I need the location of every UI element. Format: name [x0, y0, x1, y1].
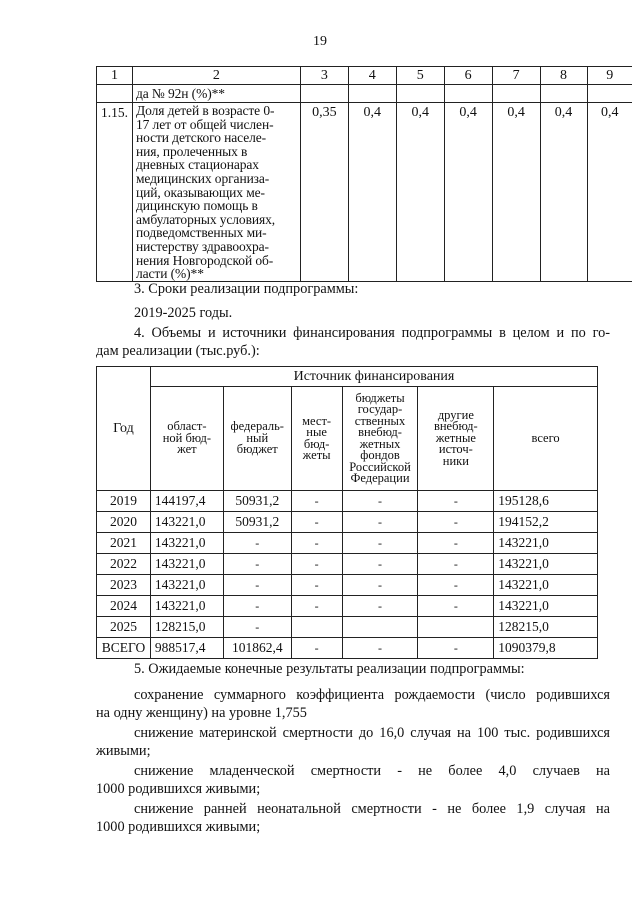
funding-row-total — [97, 638, 598, 659]
empty-cell — [348, 85, 396, 103]
funding-row — [97, 596, 598, 617]
total-cell: 143221,0 — [494, 533, 598, 554]
funds-cell: - — [342, 533, 418, 554]
empty-cell — [396, 85, 444, 103]
other-cell: - — [418, 575, 494, 596]
value-cell: 0,4 — [444, 103, 492, 282]
other-cell: - — [418, 533, 494, 554]
empty-cell — [444, 85, 492, 103]
local-cell: - — [291, 533, 342, 554]
empty-cell — [492, 85, 540, 103]
total-cell: 1090379,8 — [494, 638, 598, 659]
regional-cell: 144197,4 — [150, 491, 223, 512]
text-line: ласти (%)** — [135, 266, 204, 282]
local-cell — [291, 617, 342, 638]
col-regional-header — [150, 387, 223, 491]
result-4-line1: снижение ранней неонатальной смертности - не более 1,9 случая на — [134, 801, 610, 817]
local-cell: - — [291, 638, 342, 659]
col-local-header — [291, 387, 342, 491]
indicator-description — [132, 103, 300, 282]
header-cell: 8 — [540, 67, 587, 85]
total-cell: 143221,0 — [494, 596, 598, 617]
result-3-line2: 1000 родившихся живыми; — [96, 781, 261, 797]
funds-cell: - — [342, 491, 418, 512]
text-line: ники — [442, 453, 469, 468]
result-2-line1: снижение материнской смертности до 16,0 случая на 100 тыс. родившихся — [134, 725, 610, 741]
total-cell: 143221,0 — [494, 554, 598, 575]
text-line: Российской — [349, 459, 411, 474]
regional-cell: 143221,0 — [150, 533, 223, 554]
funds-cell — [342, 617, 418, 638]
indicator-row-1-15 — [97, 103, 633, 282]
result-2-line2: живыми; — [96, 743, 151, 759]
text-line: амбулаторных условиях, — [135, 211, 276, 227]
col-funds-header — [342, 387, 418, 491]
text-line: област- — [167, 419, 207, 434]
text-line: внебюд- — [433, 419, 478, 434]
year-header: Год — [97, 367, 151, 491]
other-cell: - — [418, 638, 494, 659]
regional-cell: 143221,0 — [150, 575, 223, 596]
funding-row — [97, 617, 598, 638]
federal-cell: - — [223, 533, 291, 554]
federal-cell: - — [223, 596, 291, 617]
other-cell: - — [418, 596, 494, 617]
federal-cell: 50931,2 — [223, 512, 291, 533]
indicators-table — [96, 66, 632, 282]
text-line: Доля детей в возрасте 0- — [135, 103, 275, 118]
text-line: медицинских организа- — [135, 170, 270, 186]
col-federal-header — [223, 387, 291, 491]
funding-table — [96, 366, 598, 659]
other-cell — [418, 617, 494, 638]
year-cell: 2022 — [97, 554, 151, 575]
year-cell: ВСЕГО — [97, 638, 151, 659]
other-cell: - — [418, 512, 494, 533]
text-line: дицинскую помощь в — [135, 198, 258, 214]
text-line: жетные — [435, 430, 476, 445]
year-cell: 2025 — [97, 617, 151, 638]
federal-cell: 101862,4 — [223, 638, 291, 659]
text-line: внебюд- — [358, 425, 402, 439]
continued-row — [97, 85, 633, 103]
year-cell: 2019 — [97, 491, 151, 512]
empty-cell — [300, 85, 348, 103]
federal-cell: - — [223, 575, 291, 596]
section3-text: 2019-2025 годы. — [134, 305, 233, 321]
continued-row-text: да № 92н (%)** — [132, 85, 300, 103]
text-line: ной бюд- — [162, 430, 212, 445]
header-cell: 2 — [132, 67, 300, 85]
empty-cell — [587, 85, 632, 103]
funding-row — [97, 491, 598, 512]
funding-header-row — [97, 367, 598, 387]
year-cell: 2021 — [97, 533, 151, 554]
text-line: источ- — [438, 442, 473, 457]
section4-heading-line1: 4. Объемы и источники финансирования подпрограммы в целом и по го- — [134, 325, 610, 341]
empty-cell — [540, 85, 587, 103]
col-total-header — [494, 387, 598, 491]
result-1-line1: сохранение суммарного коэффициента рождаемости (число родившихся — [134, 687, 610, 703]
header-cell: 7 — [492, 67, 540, 85]
other-cell: - — [418, 491, 494, 512]
federal-cell: 50931,2 — [223, 491, 291, 512]
indicators-header-row — [97, 67, 633, 85]
other-cell: - — [418, 554, 494, 575]
funding-row — [97, 554, 598, 575]
row-number: 1.15. — [97, 103, 133, 282]
result-3-line1: снижение младенческой смертности - не более 4,0 случаев на — [134, 763, 610, 779]
local-cell: - — [291, 596, 342, 617]
text-line: ности детского населе- — [135, 130, 267, 146]
text-line: бюд- — [303, 436, 330, 451]
year-cell: 2024 — [97, 596, 151, 617]
section4-heading-line2: дам реализации (тыс.руб.): — [96, 343, 260, 359]
regional-cell: 143221,0 — [150, 554, 223, 575]
result-1-line2: на одну женщину) на уровне 1,755 — [96, 705, 307, 721]
header-cell: 1 — [97, 67, 133, 85]
text-line: федераль- — [230, 419, 284, 434]
text-line: ния, пролеченных в — [135, 143, 248, 159]
value-cell: 0,4 — [348, 103, 396, 282]
federal-cell: - — [223, 554, 291, 575]
text-line: нения Новгородской об- — [135, 252, 274, 268]
total-cell: 128215,0 — [494, 617, 598, 638]
text-line: бюджет — [236, 442, 278, 457]
text-line: жетных — [359, 436, 401, 451]
regional-cell: 143221,0 — [150, 596, 223, 617]
funding-row — [97, 512, 598, 533]
text-line: Федерации — [350, 471, 410, 485]
text-line: жет — [177, 442, 197, 457]
text-line: фондов — [360, 448, 400, 462]
funds-cell: - — [342, 596, 418, 617]
value-cell: 0,4 — [587, 103, 632, 282]
year-cell: 2020 — [97, 512, 151, 533]
section3-heading: 3. Сроки реализации подпрограммы: — [134, 281, 359, 297]
total-cell: 194152,2 — [494, 512, 598, 533]
value-cell: 0,4 — [396, 103, 444, 282]
header-cell: 6 — [444, 67, 492, 85]
federal-cell: - — [223, 617, 291, 638]
text-line: подведомственных ми- — [135, 225, 267, 241]
text-line: другие — [437, 407, 474, 422]
text-line: ный — [246, 430, 269, 445]
total-cell: 143221,0 — [494, 575, 598, 596]
total-cell: 195128,6 — [494, 491, 598, 512]
text-line: жеты — [302, 448, 331, 462]
text-line: ственных — [354, 413, 406, 428]
text-line: ные — [306, 425, 327, 439]
local-cell: - — [291, 554, 342, 575]
section5-heading: 5. Ожидаемые конечные результаты реализации подпрограммы: — [134, 661, 525, 677]
text-line: ций, оказывающих ме- — [135, 184, 265, 200]
text-line: мест- — [302, 413, 332, 428]
header-cell: 9 — [587, 67, 632, 85]
regional-cell: 988517,4 — [150, 638, 223, 659]
year-cell: 2023 — [97, 575, 151, 596]
local-cell: - — [291, 575, 342, 596]
value-cell: 0,35 — [300, 103, 348, 282]
funds-cell: - — [342, 512, 418, 533]
funds-cell: - — [342, 638, 418, 659]
text-line: государ- — [357, 402, 403, 416]
regional-cell: 128215,0 — [150, 617, 223, 638]
text-line: дневных стационарах — [135, 157, 259, 173]
funds-cell: - — [342, 575, 418, 596]
text-line: бюджеты — [355, 390, 405, 405]
text-line: нистерству здравоохра- — [135, 238, 269, 254]
page-number: 19 — [313, 34, 327, 49]
result-4-line2: 1000 родившихся живыми; — [96, 819, 261, 835]
funding-row — [97, 533, 598, 554]
text-line: 17 лет от общей числен- — [135, 116, 274, 132]
local-cell: - — [291, 512, 342, 533]
funds-cell: - — [342, 554, 418, 575]
regional-cell: 143221,0 — [150, 512, 223, 533]
local-cell: - — [291, 491, 342, 512]
header-cell: 4 — [348, 67, 396, 85]
funding-row — [97, 575, 598, 596]
col-other-header — [418, 387, 494, 491]
funding-subheader-row — [97, 387, 598, 491]
header-cell: 5 — [396, 67, 444, 85]
header-cell: 3 — [300, 67, 348, 85]
text-line: всего — [531, 430, 560, 445]
sources-header: Источник финансирования — [150, 367, 597, 387]
empty-cell — [97, 85, 133, 103]
value-cell: 0,4 — [492, 103, 540, 282]
value-cell: 0,4 — [540, 103, 587, 282]
